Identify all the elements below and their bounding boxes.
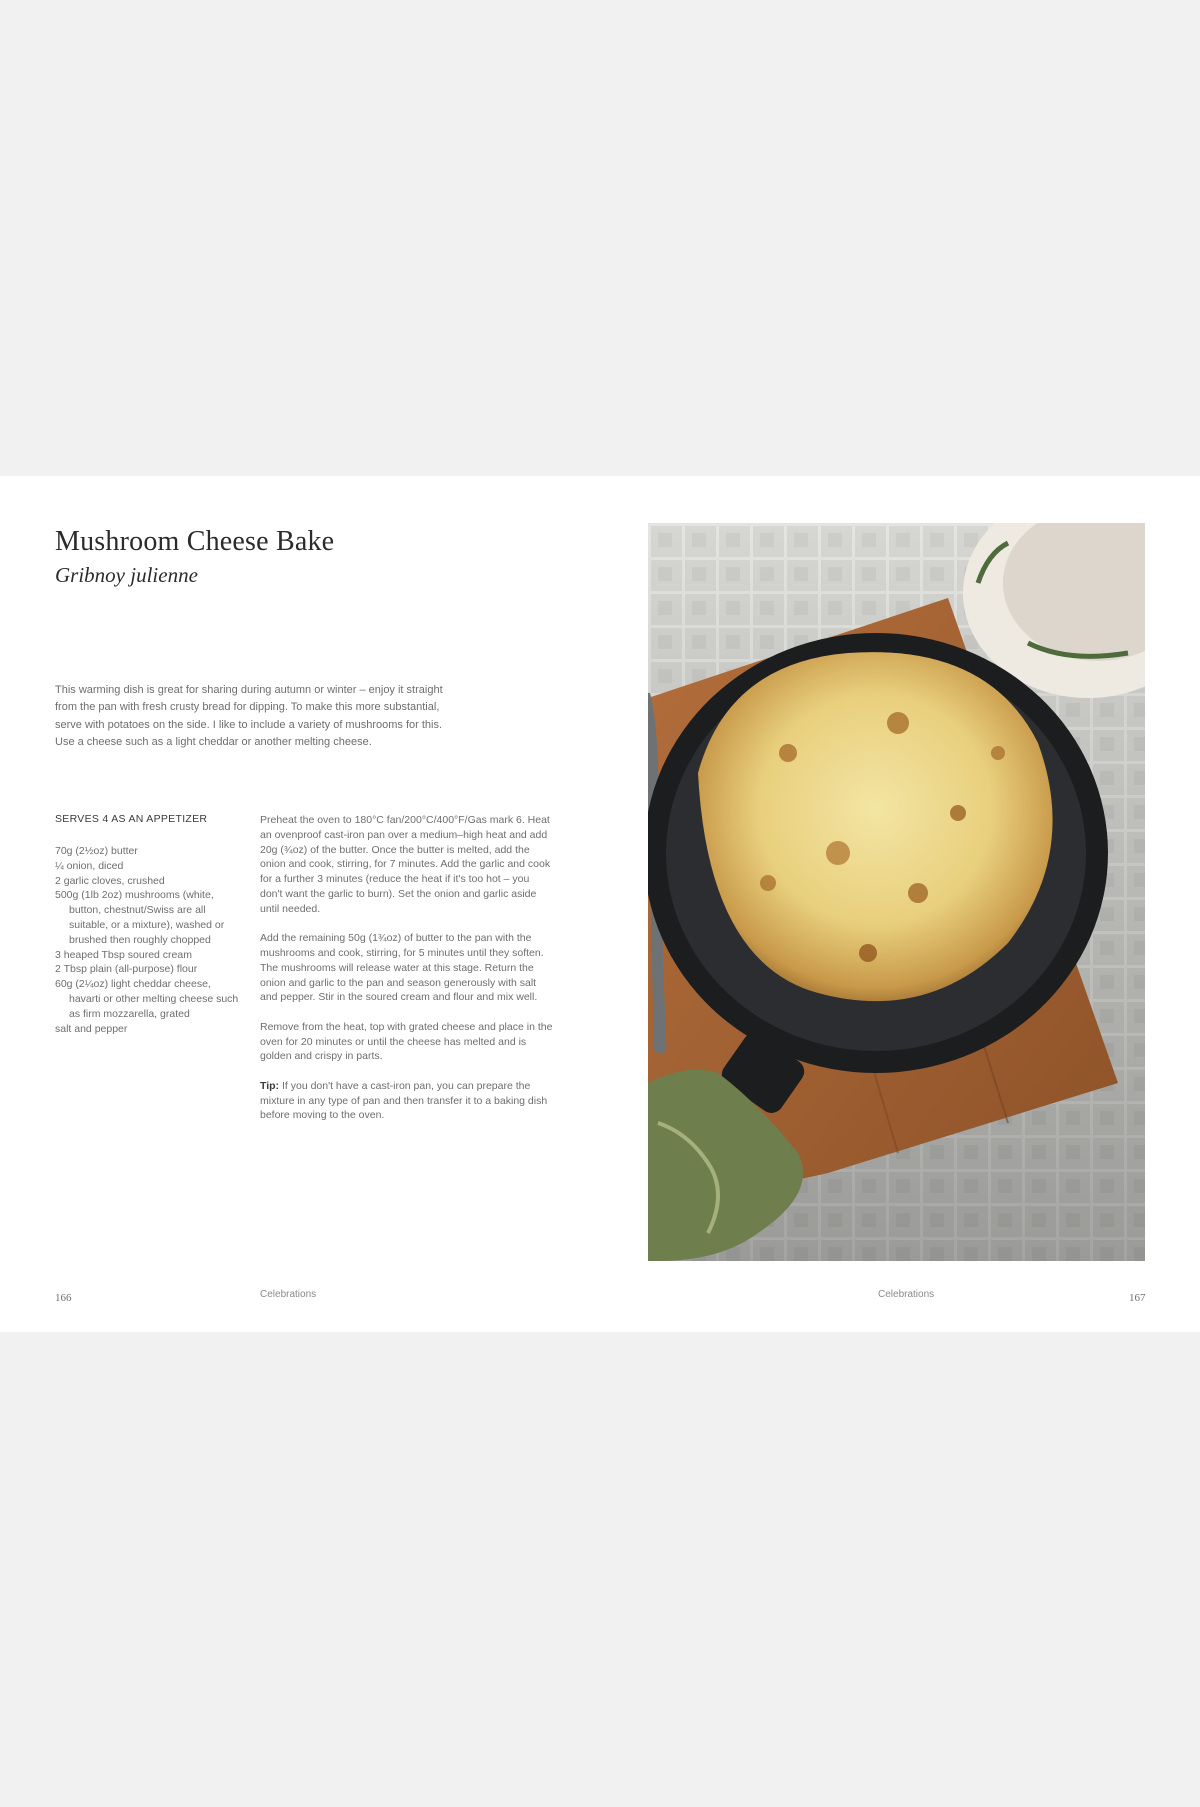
method-tip (260, 1079, 553, 1123)
method-step: Remove from the heat, top with grated cheese and place in the oven for 20 minutes or until the cheese has melted and is golden and crispy in parts. (260, 1020, 553, 1063)
page-number-left: 166 (55, 1292, 72, 1304)
method-step: Add the remaining 50g (1¾oz) of butter to the pan with the mushrooms and cook, stirring, for 5 minutes until they soften. The mushrooms will release water at this stage. Return the onion and garlic to the pan and season generously with salt and pepper. Stir in the soured cream and flour and mix well. (260, 932, 544, 1004)
running-footer-right: Celebrations (878, 1289, 935, 1300)
ingredient-item: 2 Tbsp plain (all-purpose) flour (55, 963, 198, 976)
running-footer-left: Celebrations (260, 1289, 317, 1300)
ingredient-item: ¼ onion, diced (55, 859, 124, 872)
recipe-subtitle: Gribnoy julienne (55, 563, 198, 587)
method-step: Preheat the oven to 180°C fan/200°C/400°F/Gas mark 6. Heat an ovenproof cast-iron pan over a medium–high heat and add 20g (¾oz) of the butter. Once the butter is melted, add the onion and cook, stirring, for 7 minutes. Add the garlic and cook for a further 3 minutes (reduce the heat if it's too hot – you don't want the garlic to burn). Set the onion and garlic aside until needed. (260, 814, 551, 915)
method-steps (260, 813, 553, 1138)
ingredient-list (55, 844, 245, 1036)
ingredient-item: salt and pepper (55, 1022, 128, 1035)
recipe-intro: This warming dish is great for sharing during autumn or winter – enjoy it straight from the pan with fresh crusty bread for dipping. To make this more substantial, serve with potatoes on the side. I like to include a variety of mushrooms for this. Use a cheese such as a light cheddar or another melting cheese. (55, 684, 443, 748)
serves-label: SERVES 4 AS AN APPETIZER (55, 813, 208, 825)
ingredient-item: 3 heaped Tbsp soured cream (55, 948, 192, 961)
recipe-photo (648, 523, 1145, 1261)
tip-text: If you don't have a cast-iron pan, you can prepare the mixture in any type of pan and then transfer it to a baking dish before moving to the oven. (260, 1079, 548, 1122)
recipe-title: Mushroom Cheese Bake (55, 526, 335, 557)
ingredient-item: 70g (2½oz) butter (55, 845, 138, 857)
ingredient-item: 2 garlic cloves, crushed (55, 874, 165, 887)
tip-label: Tip: (260, 1079, 280, 1092)
page-number-right: 167 (1129, 1292, 1146, 1304)
book-spread (0, 476, 1200, 1332)
ingredient-item: 60g (2¼oz) light cheddar cheese, havarti or other melting cheese such as firm mozzarella, grated (55, 978, 239, 1020)
ingredient-item: 500g (1lb 2oz) mushrooms (white, button, chestnut/Swiss are all suitable, or a mixture), washed or brushed then roughly chopped (55, 889, 225, 946)
